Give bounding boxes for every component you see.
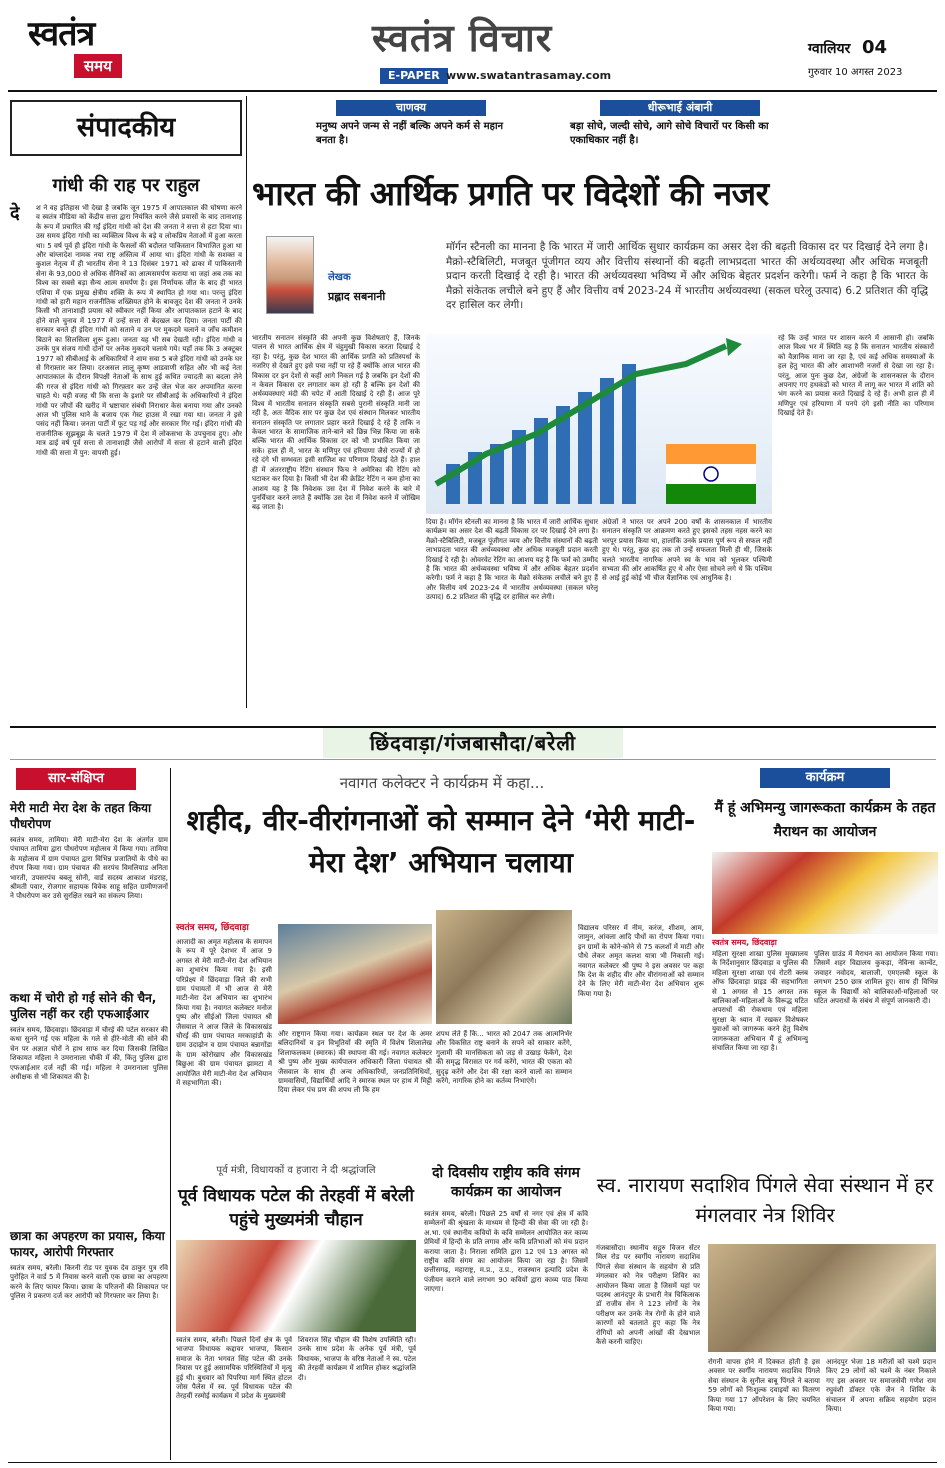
karyakram-photo [712, 852, 938, 934]
divider-vertical-2 [170, 768, 171, 1460]
site-url[interactable]: www.swatantrasamay.com [446, 69, 612, 82]
lead-col-3: अंग्रेजों ने भारत पर अपने 200 वर्षों के शासनकाल में भारतीय सनातन संस्कृति पर आक्रमण करते हुए इसको तहस नहस करने का भरपूर प्रयास किया था, हालांकि उनके प्रयास पूर्ण रूप से सफल नहीं हुए थे। परंतु, कुछ हद तक तो उन्हें सफलता मिली ही थी, जिसके चलते भारतीय नागरिक अपने स्व के भाव को भूलकर पश्चिमी सभ्यता की ओर आकर्षित हुए थे और ऐसा सोचने लगे थे कि पश्चिम से आई हुई कोई भी चीज वैज्ञानिक एवं आधुनिक है। [602, 518, 772, 583]
author-name: प्रह्लाद सबनानी [328, 290, 386, 303]
sar-body-2: स्वतंत्र समय, छिंदवाड़ा। छिंदवाड़ा में चौरई की पटेल सरकार की कथा सुनने गई एक महिला के गले से हीरे-मोती की सोने की चेन पर अज्ञात चोरों ने हाथ साफ कर दिया जिसकी लिखित शिकायत महिला ने उमरानाला चौकी में की, किंतु पुलिस द्वारा एफआईआर दर्ज नहीं की गई। महिला ने उमरानाला पुलिस अधीक्षक से भी शिकायत की है। [10, 1026, 168, 1082]
masthead [0, 0, 945, 92]
bareli-col-1: स्वतंत्र समय, बरेली। पिछले दिनों क्षेत्र के पूर्व भाजपा विधायक कद्दावर भाजपा, किसान समाज के नेता भगवत सिंह पटेल की उनके निवास पर हुई असामयिक परिस्थितियों में मृत्यु हुई थी। बुधवार को पिपरिया मार्ग स्थित होटल जोस पैलेस में स्व. पूर्व विधायक पटेल की तेरहवीं रस्मोई कार्यक्रम में प्रदेश के मुख्यमंत्री [176, 1336, 292, 1401]
center-col-1: आजादी का अमृत महोत्सव के समापन के रूप में पूरे देशभर में आज 9 अगस्त से मेरी माटी-मेरा देश अभियान का शुभारंभ किया गया है। इसी परिप्रेक्ष्य में छिंदवाड़ा जिले की सभी ग्राम पंचायतों में भी आज से मेरी माटी-मेरा देश अभियान का शुभारंभ किया गया है। नवागत कलेक्टर मनोज पुष्प और सीईओ जिला पंचायत श्री जैसवाल ने आज जिले के विकासखंड चौरई की ग्राम पंचायत मरकाहांडी के ग्राम उदाढ़ोन व ग्राम पंचायत बन्नागोंडा के ग्राम कोरोखाप और विकासखंड बिछुआ की ग्राम पंचायत झामटा में आयोजित मेरी माटी-मेरा देश अभियान में सहभागिता की। [176, 938, 272, 1088]
karyakram-col-2: पुलिस ग्राउंड में मैराथन का आयोजन किया गया। जिसमें शहर विद्यालय कुकड़ा, नेविन्स कान्वेंट, जवाहर नवोदय, बालाजी, एमएलबी स्कूल के लगभग 250 छात्र शामिल हुए। साथ ही विभिन्न स्कूल के विद्यार्थी को बालिकाओं-महिलाओं पर घटित अपराधों के संबंध में संपूर्ण जानकारी दी। [814, 950, 938, 1006]
lead-headline: भारत की आर्थिक प्रगति पर विदेशों की नजर [252, 174, 769, 213]
logo[interactable] [28, 14, 156, 84]
bottom-rule [8, 1462, 937, 1463]
sar-body-3: स्वतंत्र समय, बरेली। किरनी रोड पर युवक देव ठाकुर पुत्र रवि पुरोहित ने वार्ड 5 में निवास करने वाली एक छात्रा का अपहरण करने के लिए फायर किया। छात्रा के परिजनों की शिकायत पर पुलिस ने प्रकरण दर्ज कर आरोपी को गिरफ्तार कर लिया है। [10, 1264, 168, 1301]
sar-body-1: स्वतंत्र समय, तामिया। मेरी माटी-मेरा देश के अंतर्गत ग्राम पंचायत तामिया द्वारा पौधरोपण महोत्सव में किया गया। तामिया के महोत्सव में ग्राम पंचायत द्वारा विभिन्न प्रजातियों के पौधे का रोपण किया गया। ग्राम पंचायत की सरपंच विमलियाड अनिता भारती, उपसरपंच बबलू सोनी, वार्ड सदस्य आकाश मंडराह, श्रीमती पवार, रोजगार सहायक विवेक साहू सहित ग्रामीणजनों ने पौधरोपण कर उसे सुरक्षित रखने का संकल्प लिया। [10, 836, 168, 901]
center-col-2: और राष्ट्रगान किया गया। कार्यक्रम स्थल पर देश के अमर बलिदानियों व इन विभूतियों की स्मृति में विशेष शिलालेख शिलाफलकम (स्मारक) की स्थापना की गई। नवागत कलेक्टर श्री पुष्प और मुख्य कार्यपालन अधिकारी जिला पंचायत श्री जैसवाल के साथ ही अन्य अधिकारियों, जनप्रतिनिधियों, ग्रामवासियों, विद्यार्थियों आदि ने स्मारक स्थल पर हाथ में मिट्टी दिया लेकर पंच प्रण की शपथ ली कि हम [278, 1030, 432, 1095]
sar-headline-2: कथा में चोरी हो गई सोने की चैन, पुलिस नहीं कर रही एफआईआर [10, 991, 157, 1021]
quote-text-1: मनुष्य अपने जन्म से नहीं बल्कि अपने कर्म से महान बनता है। [316, 121, 504, 146]
city-label: ग्वालियर [808, 41, 851, 57]
editorial-dropcap: दे [10, 203, 20, 224]
logo-top-text: स्वतंत्र [28, 14, 95, 54]
lead-intro: मॉर्गन स्टैनली का मानना है कि भारत में जारी आर्थिक सुधार कार्यक्रम का असर देश की बढ़ती विकास दर पर दिखाई देने लगा है। मैक्रो-स्टैबिलिटी, मजबूत पूंजीगत व्यय और वित्तीय संस्थानों की बढ़ती लाभप्रदता भारत की अर्थव्यवस्था और अधिक मजबूती प्रदान करती दिखाई दे रही है। भारत की अर्थव्यवस्था भविष्य में और अधिक बेहतर प्रदर्शन करेगी। फर्म ने कहा है कि भारत के मैक्रो संकेतक लचीले बने हुए हैं और वित्तीय वर्ष 2023-24 में भारतीय अर्थव्यवस्था (सकल घरेलू उत्पाद) 6.2 प्रतिशत की वृद्धि दर हासिल कर लेगी। [446, 241, 928, 311]
lead-col-4: रहे कि उन्हें भारत पर शासन करने में आसानी हो। जबकि आज विश्व भर में स्थिति यह है कि सनातन भारतीय संस्कारों को वैज्ञानिक माना जा रहा है, एवं कई अधिक समस्याओं के हल हेतु भारत की ओर आशाभरी नजरों से देखा जा रहा है। परंतु, आज पुनः कुछ देश, अंग्रेजों के शासनकाल के दौरान अपनाए गए हथकंडों को भारत में लागू कर भारत में शांति को भंग करने का प्रयास करते दिखाई दे रहे हैं। अभी हाल ही में मणिपुर एवं हरियाणा में पनपे दंगे इसी नीति का परिणाम दिखाई देते हैं। [778, 334, 934, 418]
center-headline: शहीद, वीर-वीरांगनाओं को सम्मान देने ‘मेरी माटी-मेरा देश’ अभियान चलाया [186, 804, 696, 879]
lead-chart-image [426, 334, 772, 514]
kavi-headline: दो दिवसीय राष्ट्रीय कवि संगम कार्यक्रम का आयोजन [432, 1165, 580, 1200]
page-number: 04 [862, 37, 888, 58]
bareli-headline: पूर्व विधायक पटेल की तेरहवीं में बरेली पहुंचे मुख्यमंत्री चौहान [178, 1186, 414, 1230]
quote-box-2 [560, 100, 790, 156]
center-col-3: शपथ लेते हैं कि... भारत को 2047 तक आत्मनिर्भर और विकसित राष्ट्र बनाने के सपने को साकार करेंगे, गुलामी की मानसिकता को जड़ से उखाड़ फेकेंगे, देश की समृद्ध विरासत पर गर्व करेंगे, भारत की एकता को सुदृढ़ करेंगे और देश की रक्षा करने वालों का सम्मान करेंगे, नागरिक होने का कर्तव्य निभाएंगे। [436, 1030, 572, 1086]
center-photo-1 [278, 924, 432, 1024]
section-bar [10, 726, 936, 760]
section-bar-label: छिंदवाड़ा/गंजबासौदा/बरेली [323, 728, 623, 758]
pingle-col-2: रोगनी वापस होने में दिक्कत होती है इस अवसर पर स्वर्गीय नारायण सदाशिव पिंगले सेवा संस्थान के सुनील बाबू पिंगले ने बताया 59 लोगों को निःशुल्क दवाइयों का वितरण किया गया 17 ऑपरेशन के लिए चयनित किया गया। [708, 1358, 820, 1414]
bareli-kicker: पूर्व मंत्री, विधायकों व हजारा ने दी श्रद्धांजलि [216, 1165, 376, 1176]
masthead-rule [8, 90, 937, 92]
logo-bottom-text: समय [74, 54, 122, 78]
quote-author-1: चाणक्य [336, 100, 486, 116]
center-kicker: नवागत कलेक्टर ने कार्यक्रम में कहा... [339, 774, 545, 792]
karyakram-box [712, 768, 938, 1148]
pingle-col-1: गंजबासौदा। स्थानीय सद्गुरु विजन सेंटर मिल रोड पर स्वर्गीय नारायण सदाशिव पिंगले सेवा संस्थान के सहयोग से प्रति मंगलवार को नेत्र परीक्षण शिविर का आयोजन किया जाता है जिसमें यहां पर पदस्थ आनंदपुर के प्रभारी नेत्र चिकित्सक डॉ राजीव सेन ने 123 लोगों के नेत्र परीक्षण कर उनके नेत्र रोगों के होने वाले कारणों को बतलाते हुए कहा कि नेत्र रोगियों को अपनी आंखों की देखभाल कैसे करनी चाहिए। [596, 1244, 700, 1347]
karyakram-headline: मैं हूं अभिमन्यु जागरूकता कार्यक्रम के तहत मैराथन का आयोजन [714, 800, 936, 840]
bareli-photo [176, 1240, 416, 1332]
editorial-section-title: संपादकीय [10, 100, 242, 156]
sar-headline-3: छात्रा का अपहरण का प्रयास, किया फायर, आरोपी गिरफ्तार [10, 1229, 165, 1259]
karyakram-byline: स्वतंत्र समय, छिंदवाड़ा [712, 938, 777, 947]
lead-col-2: दिया है। मॉर्गन स्टैनली का मानना है कि भारत में जारी आर्थिक सुधार कार्यक्रम का असर देश की बढ़ती विकास दर पर दिखाई देने लगा है। मैक्रो-स्टैबिलिटी, मजबूत पूंजीगत व्यय और वित्तीय संस्थानों की बढ़ती लाभप्रदता भारत की अर्थव्यवस्था और अधिक मजबूती प्रदान करती दिखाई दे रही है। ओवरवेट रेटिंग का आशय यह है कि फर्म को उम्मीद है कि भारत की अर्थव्यवस्था भविष्य में और अधिक बेहतर प्रदर्शन करेगी। फर्म ने कहा है कि भारत के मैक्रो संकेतक लचीले बने हुए हैं और वित्तीय वर्ष 2023-24 में भारतीय अर्थव्यवस्था (सकल घरेलू उत्पाद) 6.2 प्रतिशत की वृद्धि दर हासिल कर लेगी। [426, 518, 598, 602]
pingle-headline: स्व. नारायण सदाशिव पिंगले सेवा संस्थान में हर मंगलवार नेत्र शिविर [596, 1173, 934, 1227]
sar-label: सार-संक्षिप्त [16, 768, 136, 790]
divider-vertical [246, 96, 247, 708]
editorial-headline: गांधी की राह पर राहुल [52, 175, 200, 196]
bareli-col-2: शिवराज सिंह चौहान की विशेष उपस्थिति रही। उनके साथ प्रदेश के अनेक पूर्व मंत्री, पूर्व विधायक, भाजपा के वरिष्ठ नेताओं ने स्व. पटेल की तेरहवीं कार्यक्रम में शामिल होकर श्रद्धांजलि दी। [298, 1336, 416, 1382]
issue-date: गुरुवार 10 अगस्त 2023 [808, 67, 903, 78]
pingle-col-3: आनंदपुर भेजा 18 मरीजों को चश्मे प्रदान किए 29 लोगों को चश्मे के नंबर निकाले गए इस अवसर पर समाजसेवी गणेश राम रघुवंशी डॉक्टर एके जैन ने शिविर के संचालन में अपना सक्रिय सहयोग प्रदान किया। [826, 1358, 936, 1414]
center-photo-2 [436, 910, 572, 1024]
pingle-photo [708, 1244, 936, 1352]
quote-author-2: धीरूभाई अंबानी [600, 100, 760, 116]
editorial-body: श ने वह इतिहास भी देखा है जबकि जून 1975 में आपातकाल की घोषणा करने व स्वतंत्र मीडिया को केंद्रीय सत्ता द्वारा नियंत्रित करने जैसे प्रयासों के बाद तानाशाह के रूप में प्रचारित की गईं इंदिरा गांधी को देश की जनता ने सत्ता से हटा दिया था। उस समय इंदिरा गांधी का व्यक्तित्व विश्व के बड़े व लोकप्रिय नेताओं में हुआ करता था। 5 वर्ष पूर्व ही इंदिरा गांधी के फैसलों की बदौलत पाकिस्तान विभाजित हुआ था और बांग्लादेश नामक नया राष्ट्र अस्तित्व में आया था। इंदिरा गांधी के सशक्त व कुशल नेतृत्व में ही भारतीय सेना ने 13 दिसंबर 1971 को ढाका में पाकिस्तानी सेना के 93,000 से अधिक सैनिकों का आत्मसमर्पण कराया था जहां अब तक का विश्व का सबसे बड़ा सैन्य आत्म समर्पण है। इस निर्णायक जीत के बाद ही भारत एशिया में एक प्रमुख क्षेत्रीय शक्ति के रूप में स्थापित हो गया था। परन्तु इंदिरा गांधी को हारी महान राजनीतिक शख्सियत होने के बावजूद देश की जनता ने उनके किसी भी तानाशाही प्रयास को स्वीकार नहीं किया और आपातकाल हटाने के बाद होने वाले चुनाव में 1977 में उन्हें सत्ता से बेदखल कर दिया। जनता पार्टी की सरकार बनते ही इंदिरा गांधी को सताने व उन पर मुकदमे चलाने व जाँच कमीशन बिठाने का सिलसिला शुरू हुआ। जनता यह भी सब देखती रही। इंदिरा गांधी व उनके पुत्र संजय गांधी दोनों पर अनेक मुकदमे चलाये गये। यहाँ तक कि 3 अक्टूबर 1977 को सीबीआई के अधिकारियों ने शाम सवा 5 बजे इंदिरा गांधी को उनके घर से गिरफ़्तार कर लिया। दरअसल लालू कृष्ण आडवाणी सहित और भी कई नेता आपातकाल के दौरान विपक्षी नेताओं के साथ हुई कथित ज्यादती का बदला लेने की गरज से इंदिरा गांधी को गिरफ़्तार कर उन्हें जेल भेज कर अपमानित करना चाहते थे। यही वजह थी कि सत्ता के इशारे पर सीबीआई के अधिकारियों ने इंदिरा गांधी पर जीपों की खरीद में भ्रष्टाचार संबंधी निराधार केस बनाया गया और उनको आज भी पुलिस थाने के बजाय एक गेस्ट हाउस में रखा गया था। जनता ने इसे पसंद नहीं किया। जनता पार्टी में फूट पड़ गई और सरकार गिर गई। इंदिरा गांधी की राजनीतिक सूझबूझ के चलते 1979 में देश में लोकसभा के उपचुनाव हुए। और मात्र ढाई वर्ष पूर्व सत्ता से तानाशाही जैसे आरोपों में सत्ता से हटाने वाली इंदिरा गांधी की सत्ता में पुन: वापसी हुई। [36, 204, 242, 457]
sar-headline-1: मेरी माटी मेरा देश के तहत किया पौधरोपण [10, 801, 152, 831]
epaper-badge: E-PAPER [380, 68, 448, 84]
kavi-body: स्वतंत्र समय, बरेली। पिछले 25 वर्षों से नगर एवं क्षेत्र में कवि सम्मेलनों की श्रृंखला के माध्यम से हिन्दी की सेवा की जा रही है। अ.भा. एवं स्थानीय कवियों के कवि सम्मेलन आयोजित कर काव्य प्रेमियों में हिन्दी के प्रति लगाव और कवि प्रतिभाओं को मंच प्रदान कराया जाता है। निराला समिति द्वारा 12 एवं 13 अगस्त को राष्ट्रीय कवि संगम का आयोजन किया जा रहा है। जिसमें छत्तीसगढ़, महाराष्ट्र, म.प्र., उ.प्र., राजस्थान इत्यादि प्रदेश के पंजीयन कराने वाले लगभग 90 कवियों द्वारा काव्य पाठ किया जाएगा। [424, 1210, 588, 1294]
lead-col-1: भारतीय सनातन संस्कृति की अपनी कुछ विशेषताएं हैं, जिनके पालन से भारत आर्थिक क्षेत्र में चंहुमुखी विकास करता दिखाई दे रहा है। परंतु, कुछ देश भारत की आर्थिक प्रगति को प्रतिस्पर्धा के नजरिए से देखते हुए इसे पचा नहीं पा रहे हैं क्योंकि आज भारत की विकास दर इन देशों से कहीं आगे निकल गई है जबकि इन देशों की न केवल विकास दर लगातार कम हो रही है बल्कि इन देशों की अर्थव्यवस्थाएं मंदी की चपेट में आती दिखाई दे रही हैं। आज पूरे विश्व में भारतीय सनातन संस्कृति सबसे पुरानी संस्कृति मानी जा रही है, अतः वैदिक सार पर कुछ देश एवं संस्थान मिलकर भारतीय सनातन संस्कृति पर लगातार प्रहार करते दिखाई दे रहे हैं ताकि न केवल भारत के सामाजिक ताने-बाने को छिन्न भिन्न किया जा सके बल्कि भारत की आर्थिक विकास दर को भी प्रभावित किया जा सके। हाल ही में, भारत के मणिपुर एवं हरियाणा जैसे राज्यों में हो रहे दंगे भी सम्भवतः इसी साजिश का परिणाम दिखाई देते हैं। हाल ही में अंतरराष्ट्रीय रेटिंग संस्थान फिच ने अमेरिका की रेटिंग को घटाकर कर दिया है। किसी भी देश की क्रेडिट रेटिंग न कम होना का आशय यह है कि निवेशक उस देश में निवेश करने के बारे में पुनर्विचार करने लगते हैं क्योंकि उस देश में निवेश करने में जोखिम बढ़ जाता है। [252, 334, 420, 512]
karyakram-label: कार्यक्रम [760, 768, 890, 788]
author-label: लेखक [328, 272, 351, 283]
page-title: स्वतंत्र विचार [372, 15, 553, 60]
center-col-4: विद्यालय परिसर में नीम, करंज, शीशम, आम, जामुन, आंवला आदि पौधों का रोपण किया गया। इन ग्रामों के कोने-कोने से 75 कलशों में माटी और पौधे लेकर अमृत कलश यात्रा भी निकाली गई। नवागत कलेक्टर श्री पुष्प ने इस अवसर पर कहा कि देश के शहीद वीर और वीरांगनाओं को सम्मान देने के लिए मेरी माटी-मेरा देश अभियान शुरू किया गया है। [578, 924, 704, 998]
center-byline: स्वतंत्र समय, छिंदवाड़ा [176, 923, 249, 933]
quote-box-1 [306, 100, 516, 156]
karyakram-col-1: महिला सुरक्षा शाखा पुलिस मुख्यालय के निर्देशानुसार छिंदवाड़ा व पुलिस की महिला सुरक्षा शाखा एवं रोटरी क्लब ऑफ छिंदवाड़ा प्राइड की सहभागिता से 1 अगस्त से 15 अगस्त तक बालिकाओं-महिलाओं के विरूद्ध घटित अपराधों की रोकथाम एवं महिला सुरक्षा के ध्यान में रखकर विशेषकर युवाओं को जागरूक करने हेतु विशेष जागरूकता अभियान मैं हूं अभिमन्यु संचालित किया जा रहा है। [712, 950, 808, 1053]
quote-text-2: बड़ा सोचे, जल्दी सोचे, आगे सोचे विचारों पर किसी का एकाधिकार नहीं है। [570, 121, 769, 146]
growth-chart-illustration [426, 334, 772, 514]
author-photo [266, 236, 314, 314]
sar-column [10, 768, 168, 1460]
editorial-column [10, 100, 242, 710]
